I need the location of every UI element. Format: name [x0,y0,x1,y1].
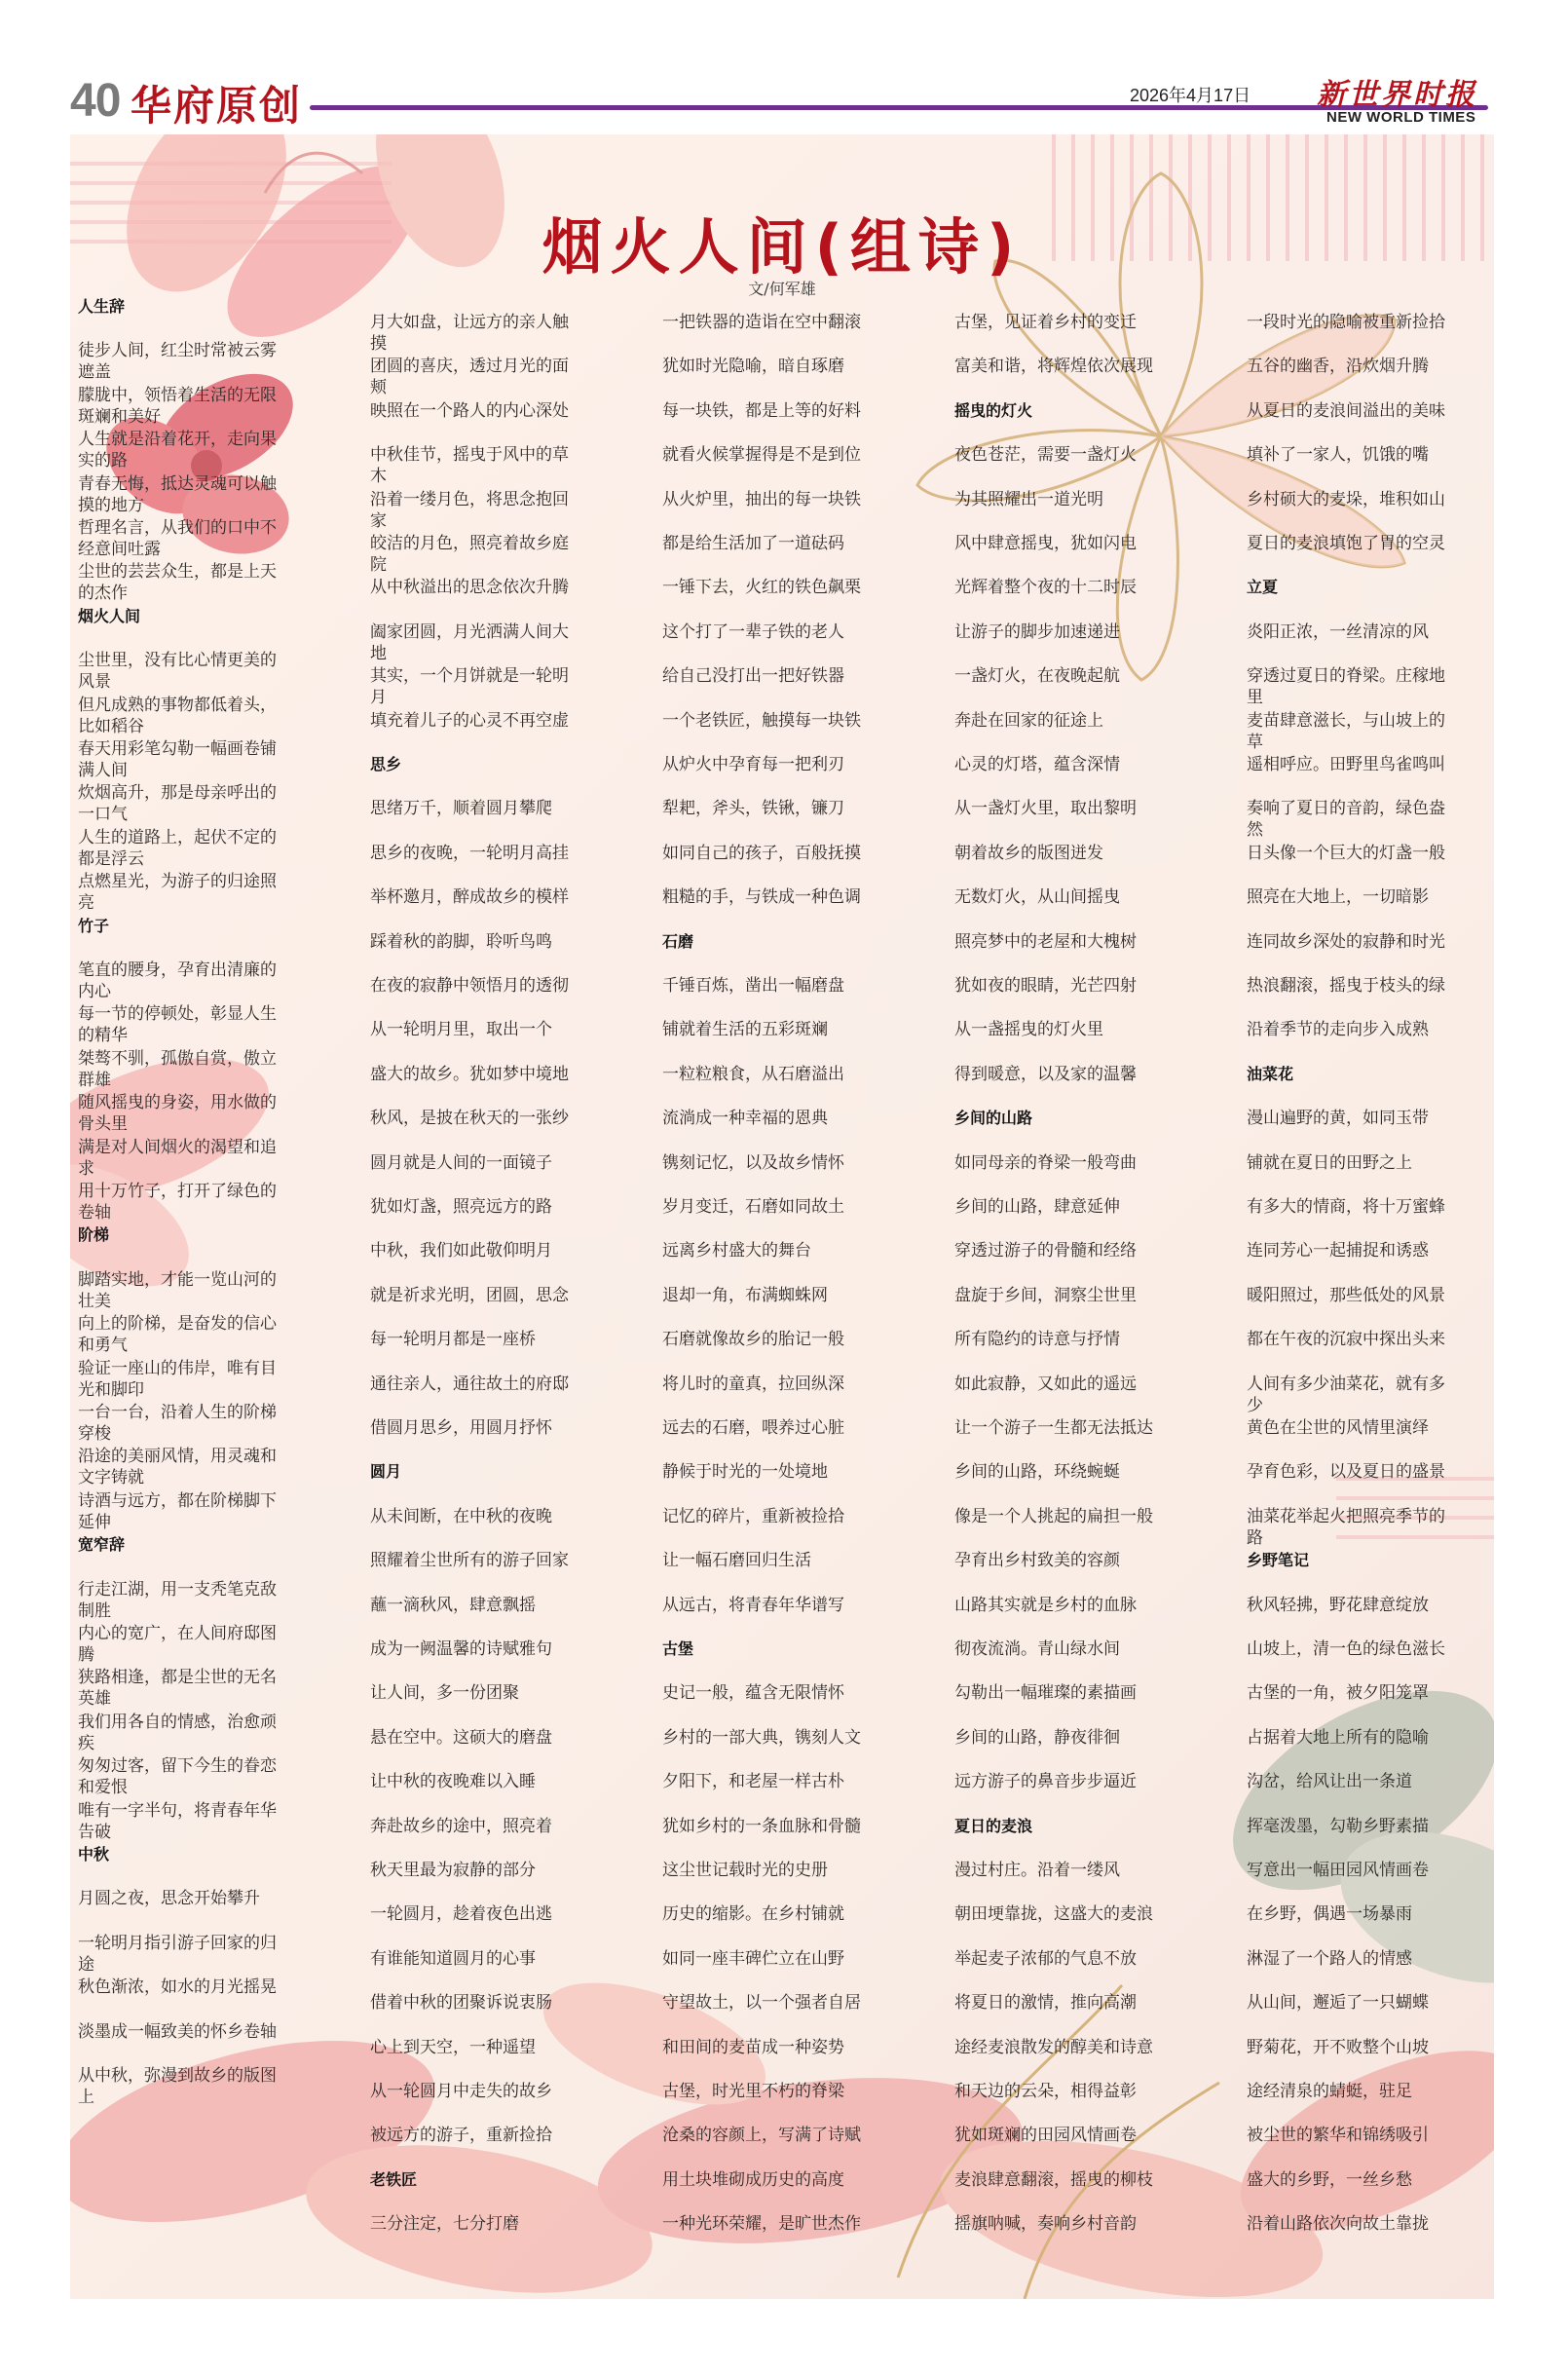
poem-subtitle: 阶梯 [78,1225,110,1244]
poem-line: 一盏灯火，在夜晚起航 [954,666,1120,686]
poem-line: 途经麦浪散发的醇美和诗意 [954,2038,1153,2057]
poem-line: 一个老铁匠，触摸每一块铁 [662,711,861,731]
poem-line: 每一轮明月都是一座桥 [370,1330,536,1349]
poem-subtitle: 思乡 [370,755,402,773]
poem-line: 这尘世记载时光的史册 [662,1861,828,1880]
poem-line: 从一轮圆月中走失的故乡 [370,2082,552,2101]
poem-subtitle: 立夏 [1247,578,1279,596]
poem-line: 尘世里，没有比心情更美的风景 [78,651,277,692]
poem-line: 匆匆过客，留下今生的眷恋和爱恨 [78,1756,277,1797]
poem-line: 千锤百炼，凿出一幅磨盘 [662,976,844,996]
poem-line: 犹如灯盏，照亮远方的路 [370,1197,552,1217]
poem-line: 和田间的麦苗成一种姿势 [662,2038,844,2057]
poem-line: 填充着儿子的心灵不再空虚 [370,711,569,731]
poem-line: 古堡的一角，被夕阳笼罩 [1247,1683,1429,1703]
poem-subtitle: 油菜花 [1247,1065,1294,1083]
poem-line: 哲理名言，从我们的口中不经意间吐露 [78,518,277,559]
poem-line: 乡间的山路，肆意延伸 [954,1197,1120,1217]
poem-line: 石磨就像故乡的胎记一般 [662,1330,844,1349]
poem-line: 借圆月思乡，用圆月抒怀 [370,1418,552,1438]
poem-line: 乡村的一部大典，镌刻人文 [662,1728,861,1748]
poem-line: 让游子的脚步加速递进 [954,622,1120,642]
issue-date: 2026年4月17日 [1130,86,1251,105]
poem-line: 一粒粒粮食，从石磨溢出 [662,1065,844,1084]
poem-line: 随风摇曳的身姿，用水做的骨头里 [78,1093,277,1134]
poem-line: 人生的道路上，起伏不定的都是浮云 [78,828,277,869]
poem-line: 心灵的灯塔，蕴含深情 [954,755,1120,774]
poem-line: 勾勒出一幅璀璨的素描画 [954,1683,1137,1703]
poem-line: 退却一角，布满蜘蛛网 [662,1286,828,1305]
poem-line: 从山间，邂逅了一只蝴蝶 [1247,1993,1429,2013]
poem-line: 暖阳照过，那些低处的风景 [1247,1286,1445,1305]
poem-line: 从未间断，在中秋的夜晚 [370,1507,552,1526]
poem-line: 将儿时的童真，拉回纵深 [662,1374,844,1394]
poem-line: 桀骜不驯，孤傲自赏，傲立群雄 [78,1049,277,1090]
poem-line: 朝着故乡的版图迸发 [954,844,1103,863]
poem-line: 日头像一个巨大的灯盏一般 [1247,844,1445,863]
poem-line: 青春无悔，抵达灵魂可以触摸的地方 [78,474,277,515]
poem-line: 通往亲人，通往故土的府邸 [370,1374,569,1394]
poem-line: 每一节的停顿处，彰显人生的精华 [78,1004,277,1045]
article-title: 烟火人间(组诗) [541,211,1023,282]
poem-line: 盘旋于乡间，洞察尘世里 [954,1286,1137,1305]
poem-line: 有谁能知道圆月的心事 [370,1949,536,1969]
poem-line: 沧桑的容颜上，写满了诗赋 [662,2126,861,2145]
poem-line: 三分注定，七分打磨 [370,2214,519,2234]
poem-line: 沿着山路依次向故土靠拢 [1247,2214,1429,2234]
poem-line: 彻夜流淌。青山绿水间 [954,1639,1120,1659]
poem-line: 秋色渐浓，如水的月光摇晃 [78,1977,277,1997]
poem-line: 徒步人间，红尘时常被云雾遮盖 [78,341,277,382]
poem-line: 漫过村庄。沿着一缕风 [954,1861,1120,1880]
poem-line: 沟岔，给风让出一条道 [1247,1772,1412,1791]
poem-line: 秋天里最为寂静的部分 [370,1861,536,1880]
poem-line: 得到暖意，以及家的温馨 [954,1065,1137,1084]
poem-line: 犹如时光隐喻，暗自琢磨 [662,357,844,376]
poem-subtitle: 烟火人间 [78,607,141,625]
poem-line: 铺就着生活的五彩斑斓 [662,1020,828,1039]
poem-line: 有多大的情商，将十万蜜蜂 [1247,1197,1445,1217]
poem-line: 但凡成熟的事物都低着头，比如稻谷 [78,696,277,736]
poem-line: 麦苗肆意滋长，与山坡上的草 [1247,711,1445,752]
poem-line: 沿着一缕月色，将思念抱回家 [370,490,569,531]
poem-line: 一轮明月指引游子回家的归途 [78,1934,277,1975]
poem-line: 用十万竹子，打开了绿色的卷轴 [78,1182,277,1223]
poem-subtitle: 石磨 [662,932,694,951]
poem-line: 奔赴故乡的途中，照亮着 [370,1817,552,1836]
poem-line: 无数灯火，从山间摇曳 [954,887,1120,907]
poem-line: 行走江湖，用一支秃笔克敌制胜 [78,1580,277,1621]
poem-subtitle: 竹子 [78,917,110,935]
poem-line: 炊烟高升，那是母亲呼出的一口气 [78,783,277,824]
poem-line: 诗酒与远方，都在阶梯脚下延伸 [78,1491,277,1532]
poem-line: 岁月变迁，石磨如同故土 [662,1197,844,1217]
poem-line: 这个打了一辈子铁的老人 [662,622,844,642]
poem-subtitle: 夏日的麦浪 [954,1817,1033,1835]
poem-line: 如同一座丰碑伫立在山野 [662,1949,844,1969]
poem-line: 内心的宽广，在人间府邸图腾 [78,1624,277,1665]
poem-line: 从火炉里，抽出的每一块铁 [662,490,861,509]
poem-line: 向上的阶梯，是奋发的信心和勇气 [78,1314,277,1355]
poem-line: 沿着季节的走向步入成熟 [1247,1020,1429,1039]
poem-line: 中秋佳节，摇曳于风中的草木 [370,445,569,486]
poem-line: 占据着大地上所有的隐喻 [1247,1728,1429,1748]
poem-line: 尘世的芸芸众生，都是上天的杰作 [78,562,277,603]
poem-line: 乡间的山路，环绕蜿蜒 [954,1462,1120,1482]
poem-line: 从中秋，弥漫到故乡的版图上 [78,2066,277,2107]
page-number: 40 [70,75,121,127]
poem-line: 春天用彩笔勾勒一幅画卷铺满人间 [78,739,277,780]
poem-line: 都在午夜的沉寂中探出头来 [1247,1330,1445,1349]
poem-line: 月圆之夜，思念开始攀升 [78,1889,260,1908]
poem-line: 富美和谐，将辉煌依次展现 [954,357,1153,376]
poem-line: 从一轮明月里，取出一个 [370,1020,552,1039]
poem-line: 守望故土，以一个强者自居 [662,1993,861,2013]
poem-line: 唯有一字半句，将青春年华告破 [78,1801,277,1842]
poem-line: 途经清泉的蜻蜓，驻足 [1247,2082,1412,2101]
poem-line: 从一盏灯火里，取出黎明 [954,799,1137,818]
poem-subtitle: 人生辞 [78,297,126,316]
poem-line: 五谷的幽香，沿炊烟升腾 [1247,357,1429,376]
poem-line: 孕育色彩，以及夏日的盛景 [1247,1462,1445,1482]
poem-line: 流淌成一种幸福的恩典 [662,1109,828,1128]
poem-line: 像是一个人挑起的扁担一般 [954,1507,1153,1526]
poem-line: 从中秋溢出的思念依次升腾 [370,578,569,597]
poem-line: 挥毫泼墨，勾勒乡野素描 [1247,1817,1429,1836]
poem-line: 一轮圆月，趁着夜色出逃 [370,1904,552,1924]
poem-line: 心上到天空，一种遥望 [370,2038,536,2057]
poem-line: 乡村硕大的麦垛，堆积如山 [1247,490,1445,509]
poem-line: 所有隐约的诗意与抒情 [954,1330,1120,1349]
poem-line: 一台一台，沿着人生的阶梯穿梭 [78,1403,277,1444]
poem-line: 将夏日的激情，推向高潮 [954,1993,1137,2013]
poem-line: 举起麦子浓郁的气息不放 [954,1949,1137,1969]
poem-line: 填补了一家人，饥饿的嘴 [1247,445,1429,465]
poem-line: 给自己没打出一把好铁器 [662,666,844,686]
poem-line: 从一盏摇曳的灯火里 [954,1020,1103,1039]
poem-line: 照耀着尘世所有的游子回家 [370,1551,569,1570]
poem-line: 穿透过夏日的脊梁。庄稼地里 [1247,666,1445,707]
poem-line: 犹如乡村的一条血脉和骨髓 [662,1817,861,1836]
poem-line: 铺就在夏日的田野之上 [1247,1153,1412,1173]
poem-line: 都是给生活加了一道砝码 [662,534,844,553]
poem-subtitle: 中秋 [78,1845,110,1864]
poem-line: 淋湿了一个路人的情感 [1247,1949,1412,1969]
poem-subtitle: 乡间的山路 [954,1109,1033,1127]
poem-line: 野菊花，开不败整个山坡 [1247,2038,1429,2057]
poem-line: 盛大的乡野，一丝乡愁 [1247,2170,1412,2190]
poem-subtitle: 摇曳的灯火 [954,401,1033,420]
poem-line: 静候于时光的一处境地 [662,1462,828,1482]
poem-line: 乡间的山路，静夜徘徊 [954,1728,1120,1748]
poem-line: 在夜的寂静中领悟月的透彻 [370,976,569,996]
poem-line: 人间有多少油菜花，就有多少 [1247,1374,1445,1415]
poem-line: 朝田埂靠拢，这盛大的麦浪 [954,1904,1153,1924]
poem-line: 山坡上，清一色的绿色滋长 [1247,1639,1445,1659]
poem-line: 历史的缩影。在乡村铺就 [662,1904,844,1924]
poem-line: 夜色苍茫，需要一盏灯火 [954,445,1137,465]
poem-line: 照亮在大地上，一切暗影 [1247,887,1429,907]
poem-line: 孕育出乡村致美的容颜 [954,1551,1120,1570]
poem-line: 一把铁器的造诣在空中翻滚 [662,313,861,332]
poem-line: 朦胧中，领悟着生活的无限斑斓和美好 [78,386,277,427]
poem-line: 淡墨成一幅致美的怀乡卷轴 [78,2022,277,2042]
poem-line: 远方游子的鼻音步步逼近 [954,1772,1137,1791]
poem-line: 一种光环荣耀，是旷世杰作 [662,2214,861,2234]
poem-subtitle: 古堡 [662,1639,694,1658]
poem-line: 夕阳下，和老屋一样古朴 [662,1772,844,1791]
poem-line: 被尘世的繁华和锦绣吸引 [1247,2126,1429,2145]
poem-line: 就看火候掌握得是不是到位 [662,445,861,465]
poem-line: 为其照耀出一道光明 [954,490,1103,509]
poem-line: 夏日的麦浪填饱了胃的空灵 [1247,534,1445,553]
article-panel [70,134,1494,2299]
poem-line: 如同自己的孩子，百般抚摸 [662,844,861,863]
poem-line: 中秋，我们如此敬仰明月 [370,1241,552,1261]
poem-line: 满是对人间烟火的渴望和追求 [78,1138,277,1179]
poem-line: 远离乡村盛大的舞台 [662,1241,811,1261]
poem-line: 炎阳正浓，一丝清凉的风 [1247,622,1429,642]
poem-line: 一锤下去，火红的铁色飙栗 [662,578,861,597]
article-byline: 文/何军雄 [748,280,816,298]
poem-subtitle: 老铁匠 [370,2170,418,2189]
poem-line: 在乡野，偶遇一场暴雨 [1247,1904,1412,1924]
poem-line: 让一个游子一生都无法抵达 [954,1418,1153,1438]
poem-line: 从夏日的麦浪间溢出的美味 [1247,401,1445,421]
poem-subtitle: 圆月 [370,1462,402,1481]
poem-line: 让一幅石磨回归生活 [662,1551,811,1570]
poem-line: 沿途的美丽风情，用灵魂和文字铸就 [78,1447,277,1487]
poem-line: 盛大的故乡。犹如梦中境地 [370,1065,569,1084]
poem-line: 黄色在尘世的风情里演绎 [1247,1418,1429,1438]
poem-line: 油菜花举起火把照亮季节的路 [1247,1507,1445,1548]
poem-line: 思乡的夜晚，一轮明月高挂 [370,844,569,863]
poem-line: 举杯邀月，醉成故乡的模样 [370,887,569,907]
poem-line: 一段时光的隐喻被重新捡拾 [1247,313,1445,332]
poem-line: 就是祈求光明，团圆，思念 [370,1286,569,1305]
poem-line: 古堡，时光里不朽的脊梁 [662,2082,844,2101]
poem-line: 蘸一滴秋风，肆意飘摇 [370,1596,536,1615]
poem-line: 其实，一个月饼就是一轮明月 [370,666,569,707]
poem-line: 奏响了夏日的音韵，绿色盎然 [1247,799,1445,840]
poem-line: 连同故乡深处的寂静和时光 [1247,932,1445,952]
poem-line: 悬在空中。这硕大的磨盘 [370,1728,552,1748]
poem-line: 让中秋的夜晚难以入睡 [370,1772,536,1791]
poem-line: 镌刻记忆，以及故乡情怀 [662,1153,844,1173]
poem-line: 和天边的云朵，相得益彰 [954,2082,1137,2101]
poem-line: 热浪翻滚，摇曳于枝头的绿 [1247,976,1445,996]
poem-line: 狭路相逢，都是尘世的无名英雄 [78,1668,277,1709]
poem-line: 成为一阙温馨的诗赋雅句 [370,1639,552,1659]
poem-line: 秋风轻拂，野花肆意绽放 [1247,1596,1429,1615]
poem-line: 圆月就是人间的一面镜子 [370,1153,552,1173]
poem-line: 记忆的碎片，重新被捡拾 [662,1507,844,1526]
poem-line: 如同母亲的脊梁一般弯曲 [954,1153,1137,1173]
poem-subtitle: 乡野笔记 [1247,1551,1310,1569]
poem-line: 踩着秋的韵脚，聆听鸟鸣 [370,932,552,952]
section-title: 华府原创 [131,82,303,130]
poem-line: 史记一般，蕴含无限情怀 [662,1683,844,1703]
newspaper-name-english: NEW WORLD TIMES [1326,109,1476,126]
poem-line: 点燃星光，为游子的归途照亮 [78,872,277,913]
poem-line: 从远古，将青春年华谱写 [662,1596,844,1615]
poem-line: 犁耙，斧头，铁锹，镰刀 [662,799,844,818]
poem-line: 写意出一幅田园风情画卷 [1247,1861,1429,1880]
poem-line: 笔直的腰身，孕育出清廉的内心 [78,960,277,1001]
poem-line: 山路其实就是乡村的血脉 [954,1596,1137,1615]
masthead-rule [310,105,1488,110]
poem-line: 阖家团圆，月光洒满人间大地 [370,622,569,663]
poem-line: 用土块堆砌成历史的高度 [662,2170,844,2190]
poem-line: 被远方的游子，重新捡拾 [370,2126,552,2145]
poem-line: 风中肆意摇曳，犹如闪电 [954,534,1137,553]
poem-line: 犹如夜的眼睛，光芒四射 [954,976,1137,996]
poem-line: 漫山遍野的黄，如同玉带 [1247,1109,1429,1128]
poem-line: 麦浪肆意翻滚，摇曳的柳枝 [954,2170,1153,2190]
poem-line: 古堡，见证着乡村的变迁 [954,313,1137,332]
poem-line: 从炉火中孕育每一把利刃 [662,755,844,774]
poem-line: 远去的石磨，喂养过心脏 [662,1418,844,1438]
poem-line: 映照在一个路人的内心深处 [370,401,569,421]
poem-line: 穿透过游子的骨髓和经络 [954,1241,1137,1261]
poem-line: 借着中秋的团聚诉说衷肠 [370,1993,552,2013]
poem-line: 思绪万千，顺着圆月攀爬 [370,799,552,818]
poem-line: 奔赴在回家的征途上 [954,711,1103,731]
poem-line: 我们用各自的情感，治愈顽疾 [78,1713,277,1753]
poem-line: 人生就是沿着花开，走向果实的路 [78,430,277,471]
newspaper-name: 新世界时报 [1317,78,1477,112]
poem-line: 粗糙的手，与铁成一种色调 [662,887,861,907]
poem-line: 月大如盘，让远方的亲人触摸 [370,313,569,354]
poem-line: 摇旗呐喊，奏响乡村音韵 [954,2214,1137,2234]
masthead [0,0,1568,136]
poem-line: 让人间，多一份团聚 [370,1683,519,1703]
poem-line: 验证一座山的伟岸，唯有目光和脚印 [78,1359,277,1400]
poem-line: 脚踏实地，才能一览山河的壮美 [78,1270,277,1311]
poem-line: 每一块铁，都是上等的好料 [662,401,861,421]
poem-line: 团圆的喜庆，透过月光的面颊 [370,357,569,397]
poem-line: 照亮梦中的老屋和大槐树 [954,932,1137,952]
poem-line: 秋风，是披在秋天的一张纱 [370,1109,569,1128]
poem-line: 皎洁的月色，照亮着故乡庭院 [370,534,569,575]
poem-subtitle: 宽窄辞 [78,1535,126,1554]
poem-line: 遥相呼应。田野里鸟雀鸣叫 [1247,755,1445,774]
poem-line: 犹如斑斓的田园风情画卷 [954,2126,1137,2145]
poem-line: 连同芳心一起捕捉和诱惑 [1247,1241,1429,1261]
poem-line: 如此寂静，又如此的遥远 [954,1374,1137,1394]
poem-line: 光辉着整个夜的十二时辰 [954,578,1137,597]
